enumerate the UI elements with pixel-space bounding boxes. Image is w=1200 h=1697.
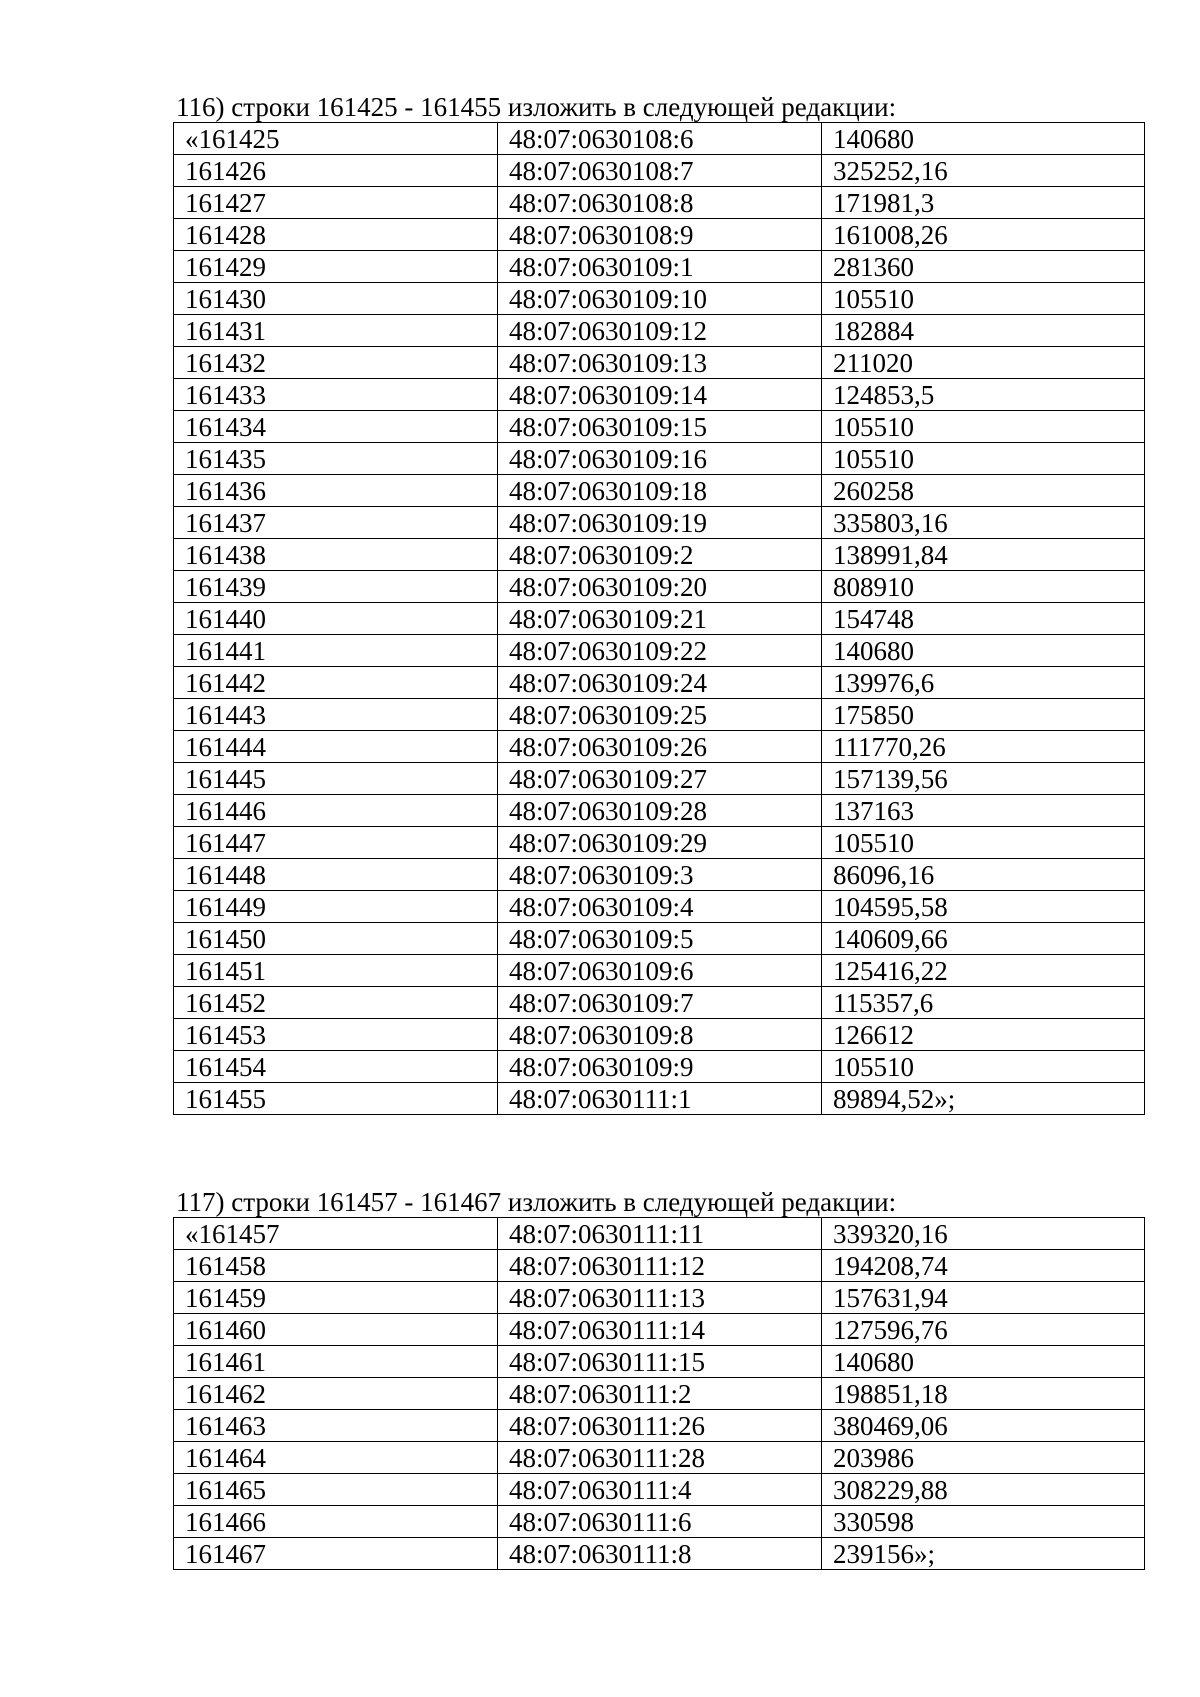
row-number-cell: 161430 [174,283,498,315]
value-cell: 127596,76 [822,1314,1145,1346]
section-116-table [173,122,1145,1115]
table-row [174,1218,1145,1250]
table-row [174,891,1145,923]
table-row [174,283,1145,315]
table-row [174,1051,1145,1083]
row-number-cell: 161439 [174,571,498,603]
table-row [174,635,1145,667]
cadastral-number-cell: 48:07:0630111:6 [498,1506,822,1538]
value-cell: 182884 [822,315,1145,347]
row-number-cell: 161428 [174,219,498,251]
table-row [174,1538,1145,1570]
section-116-heading: 116) строки 161425 - 161455 изложить в следующей редакции: [176,92,897,122]
value-cell: 104595,58 [822,891,1145,923]
value-cell: 211020 [822,347,1145,379]
table-row [174,987,1145,1019]
cadastral-number-cell: 48:07:0630109:20 [498,571,822,603]
table-row [174,1506,1145,1538]
cadastral-number-cell: 48:07:0630109:26 [498,731,822,763]
table-row [174,827,1145,859]
table-row [174,155,1145,187]
value-cell: 281360 [822,251,1145,283]
cadastral-number-cell: 48:07:0630109:21 [498,603,822,635]
cadastral-number-cell: 48:07:0630111:28 [498,1442,822,1474]
table-row [174,699,1145,731]
table-row [174,379,1145,411]
table-row [174,795,1145,827]
row-number-cell: 161463 [174,1410,498,1442]
table-row [174,763,1145,795]
value-cell: 194208,74 [822,1250,1145,1282]
table-row [174,347,1145,379]
cadastral-number-cell: 48:07:0630109:29 [498,827,822,859]
table-row [174,923,1145,955]
value-cell: 115357,6 [822,987,1145,1019]
value-cell: 111770,26 [822,731,1145,763]
section-117-heading: 117) строки 161457 - 161467 изложить в следующей редакции: [176,1187,897,1217]
row-number-cell: «161425 [174,123,498,155]
cadastral-number-cell: 48:07:0630109:19 [498,507,822,539]
value-cell: 125416,22 [822,955,1145,987]
row-number-cell: 161442 [174,667,498,699]
cadastral-number-cell: 48:07:0630109:15 [498,411,822,443]
row-number-cell: 161448 [174,859,498,891]
section-117-table [173,1217,1145,1570]
row-number-cell: 161467 [174,1538,498,1570]
table-row [174,1250,1145,1282]
cadastral-number-cell: 48:07:0630109:18 [498,475,822,507]
cadastral-number-cell: 48:07:0630109:16 [498,443,822,475]
value-cell: 380469,06 [822,1410,1145,1442]
value-cell: 339320,16 [822,1218,1145,1250]
cadastral-number-cell: 48:07:0630109:6 [498,955,822,987]
table-row [174,187,1145,219]
value-cell: 330598 [822,1506,1145,1538]
table-row [174,1474,1145,1506]
row-number-cell: 161454 [174,1051,498,1083]
value-cell: 138991,84 [822,539,1145,571]
value-cell: 105510 [822,283,1145,315]
table-row [174,1314,1145,1346]
table-row [174,443,1145,475]
table-row [174,1282,1145,1314]
section-117-table-body [174,1218,1145,1570]
table-row [174,955,1145,987]
table-row [174,123,1145,155]
row-number-cell: 161462 [174,1378,498,1410]
table-row [174,1410,1145,1442]
value-cell: 140609,66 [822,923,1145,955]
table-row [174,731,1145,763]
value-cell: 175850 [822,699,1145,731]
table-row [174,1083,1145,1115]
cadastral-number-cell: 48:07:0630111:26 [498,1410,822,1442]
cadastral-number-cell: 48:07:0630109:13 [498,347,822,379]
section-116-table-body [174,123,1145,1115]
cadastral-number-cell: 48:07:0630111:4 [498,1474,822,1506]
row-number-cell: 161449 [174,891,498,923]
cadastral-number-cell: 48:07:0630108:9 [498,219,822,251]
row-number-cell: 161426 [174,155,498,187]
value-cell: 140680 [822,635,1145,667]
value-cell: 139976,6 [822,667,1145,699]
row-number-cell: 161435 [174,443,498,475]
row-number-cell: 161436 [174,475,498,507]
value-cell: 105510 [822,443,1145,475]
table-row [174,251,1145,283]
cadastral-number-cell: 48:07:0630109:3 [498,859,822,891]
value-cell: 105510 [822,827,1145,859]
value-cell: 157631,94 [822,1282,1145,1314]
value-cell: 154748 [822,603,1145,635]
row-number-cell: 161440 [174,603,498,635]
row-number-cell: 161434 [174,411,498,443]
value-cell: 171981,3 [822,187,1145,219]
value-cell: 124853,5 [822,379,1145,411]
cadastral-number-cell: 48:07:0630109:2 [498,539,822,571]
row-number-cell: 161460 [174,1314,498,1346]
cadastral-number-cell: 48:07:0630109:14 [498,379,822,411]
row-number-cell: 161445 [174,763,498,795]
table-row [174,219,1145,251]
value-cell: 335803,16 [822,507,1145,539]
cadastral-number-cell: 48:07:0630109:1 [498,251,822,283]
cadastral-number-cell: 48:07:0630111:12 [498,1250,822,1282]
value-cell: 105510 [822,1051,1145,1083]
table-row [174,1346,1145,1378]
row-number-cell: 161453 [174,1019,498,1051]
row-number-cell: 161432 [174,347,498,379]
row-number-cell: «161457 [174,1218,498,1250]
cadastral-number-cell: 48:07:0630108:8 [498,187,822,219]
cadastral-number-cell: 48:07:0630111:2 [498,1378,822,1410]
cadastral-number-cell: 48:07:0630111:15 [498,1346,822,1378]
table-row [174,507,1145,539]
row-number-cell: 161431 [174,315,498,347]
table-row [174,1019,1145,1051]
row-number-cell: 161451 [174,955,498,987]
value-cell: 157139,56 [822,763,1145,795]
cadastral-number-cell: 48:07:0630109:7 [498,987,822,1019]
cadastral-number-cell: 48:07:0630111:1 [498,1083,822,1115]
value-cell: 198851,18 [822,1378,1145,1410]
row-number-cell: 161464 [174,1442,498,1474]
table-row [174,539,1145,571]
value-cell: 203986 [822,1442,1145,1474]
row-number-cell: 161459 [174,1282,498,1314]
row-number-cell: 161443 [174,699,498,731]
cadastral-number-cell: 48:07:0630111:11 [498,1218,822,1250]
value-cell: 808910 [822,571,1145,603]
row-number-cell: 161441 [174,635,498,667]
table-row [174,1442,1145,1474]
cadastral-number-cell: 48:07:0630109:28 [498,795,822,827]
cadastral-number-cell: 48:07:0630108:7 [498,155,822,187]
table-row [174,667,1145,699]
row-number-cell: 161444 [174,731,498,763]
cadastral-number-cell: 48:07:0630109:4 [498,891,822,923]
row-number-cell: 161437 [174,507,498,539]
row-number-cell: 161458 [174,1250,498,1282]
cadastral-number-cell: 48:07:0630109:12 [498,315,822,347]
cadastral-number-cell: 48:07:0630109:9 [498,1051,822,1083]
table-row [174,571,1145,603]
row-number-cell: 161429 [174,251,498,283]
value-cell: 140680 [822,123,1145,155]
value-cell: 126612 [822,1019,1145,1051]
cadastral-number-cell: 48:07:0630109:8 [498,1019,822,1051]
cadastral-number-cell: 48:07:0630109:24 [498,667,822,699]
cadastral-number-cell: 48:07:0630111:13 [498,1282,822,1314]
value-cell: 89894,52»; [822,1083,1145,1115]
value-cell: 105510 [822,411,1145,443]
row-number-cell: 161461 [174,1346,498,1378]
row-number-cell: 161465 [174,1474,498,1506]
table-row [174,859,1145,891]
row-number-cell: 161452 [174,987,498,1019]
row-number-cell: 161450 [174,923,498,955]
cadastral-number-cell: 48:07:0630109:27 [498,763,822,795]
value-cell: 140680 [822,1346,1145,1378]
table-row [174,315,1145,347]
value-cell: 137163 [822,795,1145,827]
value-cell: 308229,88 [822,1474,1145,1506]
value-cell: 260258 [822,475,1145,507]
table-row [174,475,1145,507]
table-row [174,411,1145,443]
cadastral-number-cell: 48:07:0630108:6 [498,123,822,155]
value-cell: 86096,16 [822,859,1145,891]
cadastral-number-cell: 48:07:0630111:14 [498,1314,822,1346]
row-number-cell: 161466 [174,1506,498,1538]
row-number-cell: 161447 [174,827,498,859]
cadastral-number-cell: 48:07:0630109:25 [498,699,822,731]
row-number-cell: 161455 [174,1083,498,1115]
row-number-cell: 161446 [174,795,498,827]
row-number-cell: 161438 [174,539,498,571]
row-number-cell: 161427 [174,187,498,219]
cadastral-number-cell: 48:07:0630109:10 [498,283,822,315]
table-row [174,603,1145,635]
row-number-cell: 161433 [174,379,498,411]
value-cell: 239156»; [822,1538,1145,1570]
cadastral-number-cell: 48:07:0630111:8 [498,1538,822,1570]
value-cell: 161008,26 [822,219,1145,251]
cadastral-number-cell: 48:07:0630109:5 [498,923,822,955]
value-cell: 325252,16 [822,155,1145,187]
cadastral-number-cell: 48:07:0630109:22 [498,635,822,667]
table-row [174,1378,1145,1410]
